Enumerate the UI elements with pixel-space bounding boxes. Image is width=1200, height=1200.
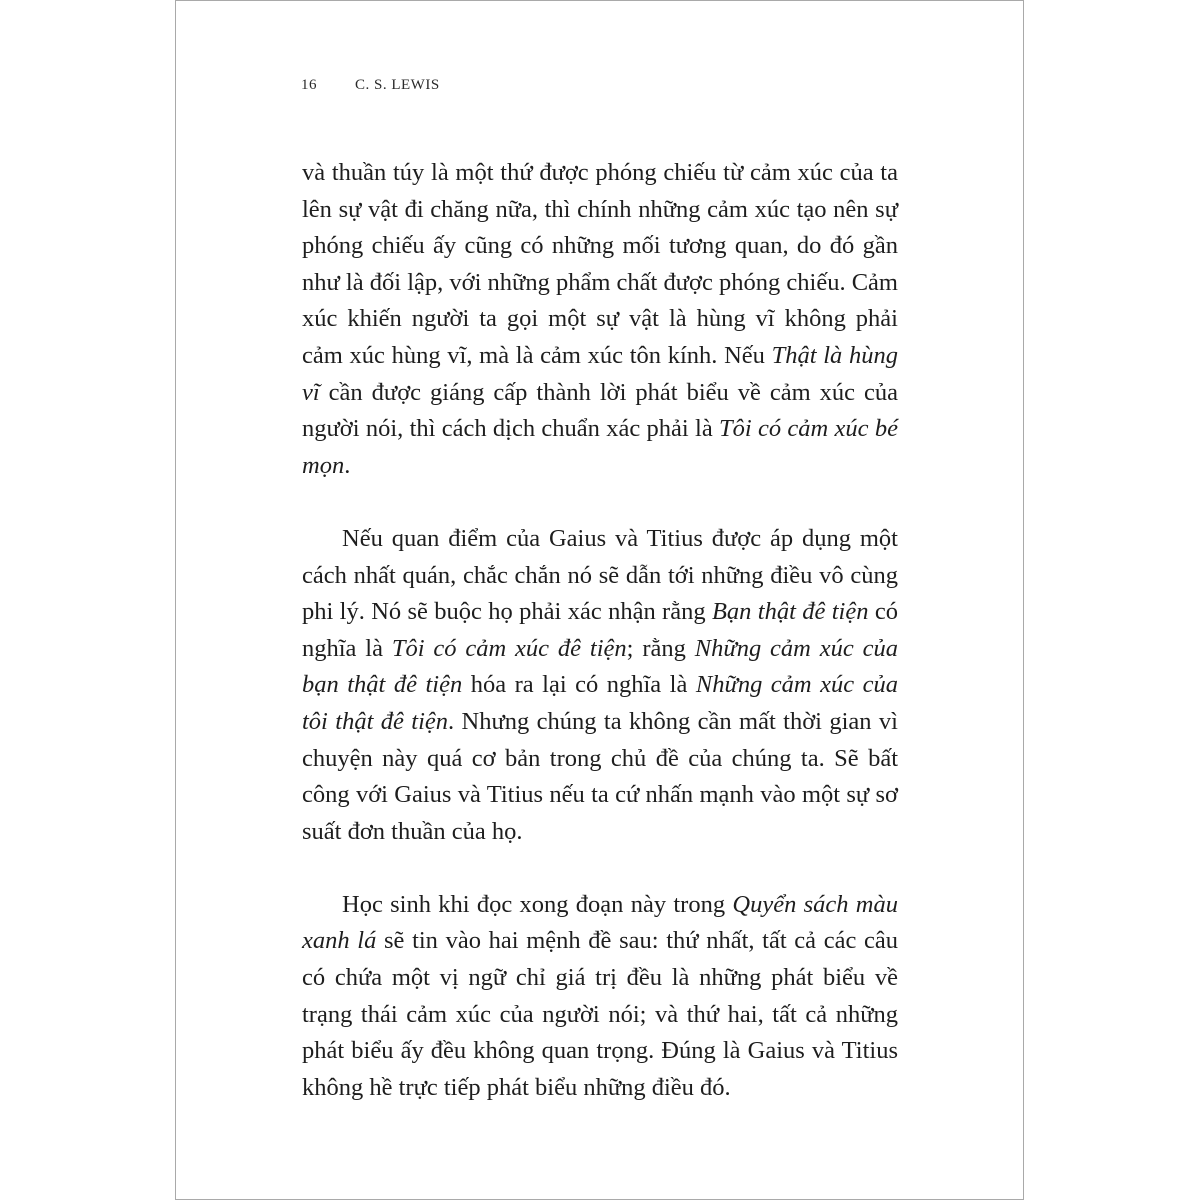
italic-segment: Bạn thật đê tiện [711,598,869,626]
text-segment: ; rằng [626,634,695,662]
text-segment: . [344,451,351,479]
book-page [175,0,1024,1200]
running-head [301,77,440,94]
italic-segment: Những cảm xúc của bạn thật đê tiện [302,634,898,699]
text-segment: cần được giáng cấp thành lời phát biểu về cảm xúc của người nói, thì cách dịch chuẩn xác phải là [302,378,898,443]
text-segment: . Nhưng chúng ta không cần mất thời gian vì chuyện này quá cơ bản trong chủ đề của chúng ta. Sẽ bất công với Gaius và Titius nếu ta cứ nhấn mạnh vào một sự sơ suất đơn thuần của họ. [302,707,898,845]
paragraph-2 [302,521,898,850]
italic-segment: Tôi có cảm xúc bé mọn [302,415,898,479]
author-name: C. S. LEWIS [355,77,440,93]
paragraph-1 [302,155,898,484]
italic-segment: Thật là hùng vĩ [302,341,898,406]
text-segment: và thuần túy là một thứ được phóng chiếu từ cảm xúc của ta lên sự vật đi chăng nữa, thì chính những cảm xúc tạo nên sự phóng chiếu ấy cũng có những mối tương quan, do đó gần như là đối lập, với những phẩm chất được phóng chiếu. Cảm xúc khiến người ta gọi một sự vật là hùng vĩ không phải cảm xúc hùng vĩ, mà là cảm xúc tôn kính. Nếu [302,159,898,369]
paragraph-3 [302,887,898,1107]
text-segment: có nghĩa là [302,598,898,662]
italic-segment: Tôi có cảm xúc đê tiện [391,634,627,662]
text-segment: Học sinh khi đọc xong đoạn này trong [342,890,733,918]
text-segment: sẽ tin vào hai mệnh đề sau: thứ nhất, tất cả các câu có chứa một vị ngữ chỉ giá trị đều là những phát biểu về trạng thái cảm xúc của người nói; và thứ hai, tất cả những phát biểu ấy đều không quan trọng. Đúng là Gaius và Titius không hề trực tiếp phát biểu những điều đó. [302,927,898,1101]
text-segment: Nếu quan điểm của Gaius và Titius được áp dụng một cách nhất quán, chắc chắn nó sẽ dẫn tới những điều vô cùng phi lý. Nó sẽ buộc họ phải xác nhận rằng [302,524,898,626]
page-number: 16 [301,77,317,93]
italic-segment: Những cảm xúc của tôi thật đê tiện [302,671,898,735]
text-segment: hóa ra lại có nghĩa là [462,671,696,699]
body-text [302,155,898,1106]
italic-segment: Quyển sách màu xanh lá [302,890,898,955]
